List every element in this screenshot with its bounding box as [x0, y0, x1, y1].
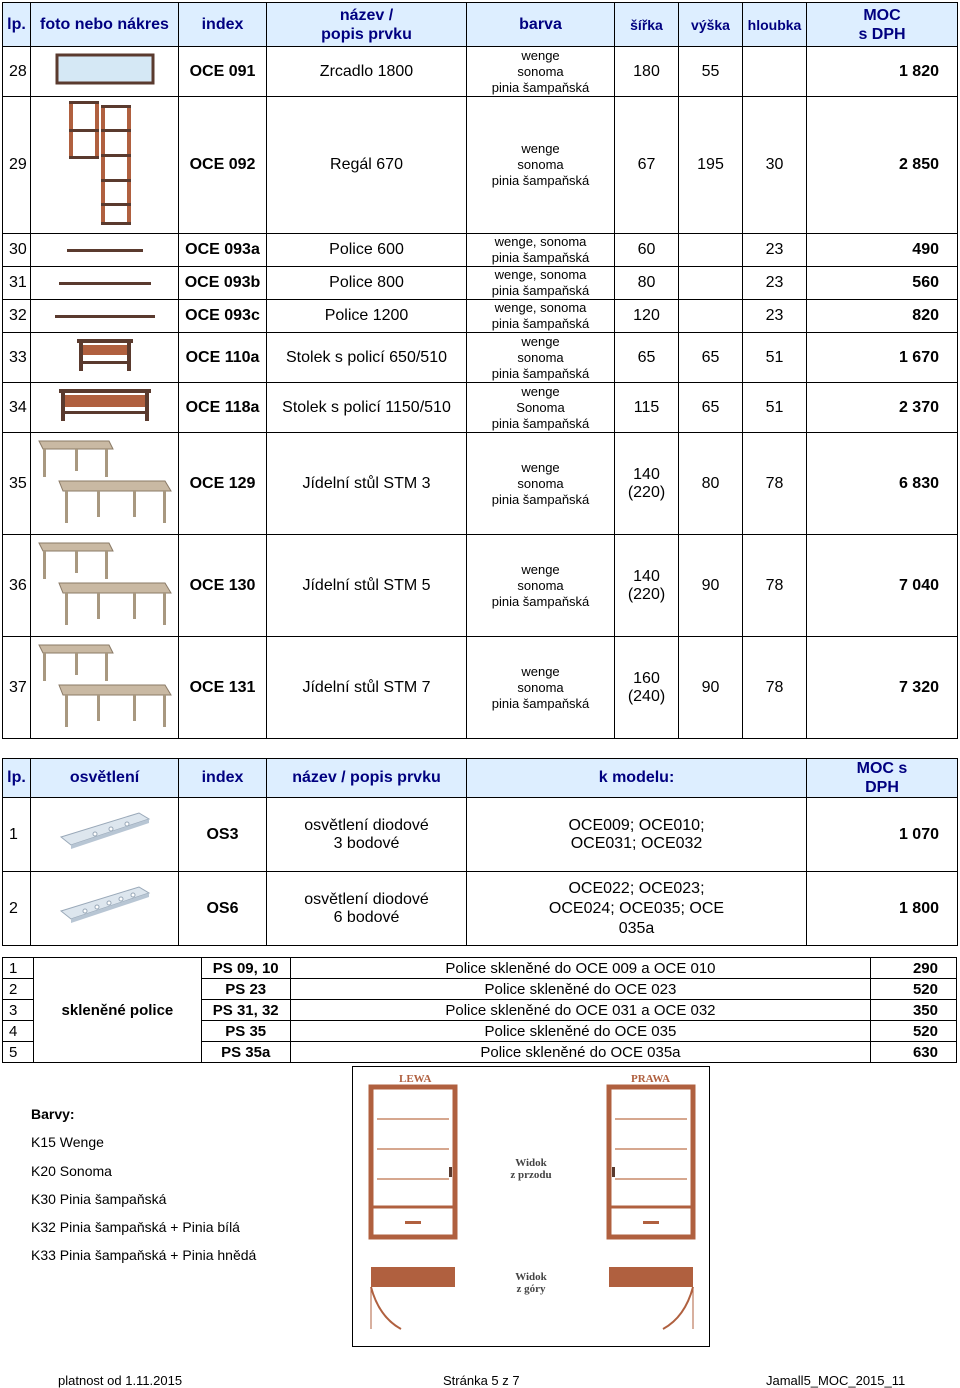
dining-table-image — [31, 433, 179, 535]
col-model: k modelu: — [467, 759, 807, 798]
row-lp: 5 — [3, 1042, 34, 1063]
row-price: 820 — [807, 300, 958, 333]
table-header — [3, 759, 958, 798]
row-name: Regál 670 — [267, 97, 467, 234]
table-row — [3, 300, 958, 333]
row-width: 115 — [615, 383, 679, 433]
row-color: wenge sonoma pinia šampaňská — [467, 47, 615, 97]
row-lp: 33 — [3, 333, 31, 383]
row-depth: 23 — [743, 267, 807, 300]
row-name: Police 1200 — [267, 300, 467, 333]
row-index: OCE 130 — [179, 535, 267, 637]
row-price: 1 800 — [807, 872, 958, 946]
footer-validity: platnost od 1.11.2015 — [58, 1373, 183, 1388]
row-lp: 2 — [3, 979, 34, 1000]
row-name: Stolek s policí 650/510 — [267, 333, 467, 383]
row-lp: 31 — [3, 267, 31, 300]
row-lp: 36 — [3, 535, 31, 637]
mirror-image — [31, 47, 179, 97]
led-light-image — [31, 798, 179, 872]
row-price: 560 — [807, 267, 958, 300]
glass-group-label: skleněné police — [34, 958, 201, 1063]
color-item: K30 Pinia šampaňská — [31, 1190, 167, 1207]
col-name: název / popis prvku — [267, 759, 467, 798]
table-row — [3, 333, 958, 383]
row-index: OCE 093b — [179, 267, 267, 300]
shelf-800-image — [31, 267, 179, 300]
row-lp: 1 — [3, 958, 34, 979]
color-list — [31, 1100, 256, 1270]
col-lighting: osvětlení — [31, 759, 179, 798]
row-model: OCE022; OCE023; OCE024; OCE035; OCE 035a — [467, 872, 807, 946]
row-name: Police 800 — [267, 267, 467, 300]
row-lp: 2 — [3, 872, 31, 946]
row-price: 2 370 — [807, 383, 958, 433]
row-lp: 37 — [3, 637, 31, 739]
row-name: osvětlení diodové 6 bodové — [267, 872, 467, 946]
table-row — [3, 97, 958, 234]
table-row — [3, 267, 958, 300]
row-lp: 29 — [3, 97, 31, 234]
dining-table-image — [31, 637, 179, 739]
row-index: OCE 118a — [179, 383, 267, 433]
shelf-rack-image — [31, 97, 179, 234]
col-photo: foto nebo nákres — [31, 3, 179, 47]
col-lp: lp. — [3, 759, 31, 798]
row-width: 140 (220) — [615, 433, 679, 535]
table-row — [3, 872, 958, 946]
row-width: 160 (240) — [615, 637, 679, 739]
row-model: OCE009; OCE010; OCE031; OCE032 — [467, 798, 807, 872]
row-color: wenge sonoma pinia šampaňská — [467, 637, 615, 739]
row-height: 55 — [679, 47, 743, 97]
color-item: K33 Pinia šampaňská + Pinia hnědá — [31, 1247, 257, 1264]
row-price: 520 — [871, 1021, 957, 1042]
row-depth: 78 — [743, 637, 807, 739]
color-item: K20 Sonoma — [31, 1162, 112, 1179]
row-lp: 1 — [3, 798, 31, 872]
row-width: 65 — [615, 333, 679, 383]
row-index: OCE 093a — [179, 234, 267, 267]
row-width: 80 — [615, 267, 679, 300]
row-lp: 3 — [3, 1000, 34, 1021]
colors-title: Barvy: — [31, 1106, 75, 1122]
coffee-table-small-image — [31, 333, 179, 383]
row-height — [679, 267, 743, 300]
row-price: 1 070 — [807, 798, 958, 872]
row-name: Police skleněné do OCE 023 — [290, 979, 870, 1000]
col-depth: hloubka — [743, 3, 807, 47]
row-price: 6 830 — [807, 433, 958, 535]
row-height — [679, 234, 743, 267]
row-name: Police skleněné do OCE 035a — [290, 1042, 870, 1063]
row-height: 65 — [679, 333, 743, 383]
row-index: OS3 — [179, 798, 267, 872]
row-index: OS6 — [179, 872, 267, 946]
table-row — [3, 433, 958, 535]
table-row — [3, 958, 957, 979]
table-header — [3, 3, 958, 47]
row-index: PS 09, 10 — [201, 958, 290, 979]
shelf-1200-image — [31, 300, 179, 333]
table-row — [3, 535, 958, 637]
row-index: OCE 110a — [179, 333, 267, 383]
row-height: 80 — [679, 433, 743, 535]
led-light-image — [31, 872, 179, 946]
row-color: wenge sonoma pinia šampaňská — [467, 333, 615, 383]
row-depth: 51 — [743, 333, 807, 383]
products-table — [2, 2, 958, 739]
col-index: index — [179, 3, 267, 47]
table-row — [3, 798, 958, 872]
row-price: 520 — [871, 979, 957, 1000]
col-color: barva — [467, 3, 615, 47]
dining-table-image — [31, 535, 179, 637]
table-row — [3, 383, 958, 433]
row-name: Jídelní stůl STM 5 — [267, 535, 467, 637]
row-width: 180 — [615, 47, 679, 97]
row-index: OCE 092 — [179, 97, 267, 234]
shelf-600-image — [31, 234, 179, 267]
row-width: 140 (220) — [615, 535, 679, 637]
row-name: Police skleněné do OCE 035 — [290, 1021, 870, 1042]
diagram-left-label: LEWA — [399, 1073, 432, 1085]
col-name: název / popis prvku — [267, 3, 467, 47]
row-price: 1 820 — [807, 47, 958, 97]
row-depth: 30 — [743, 97, 807, 234]
row-price: 7 040 — [807, 535, 958, 637]
row-name: Police skleněné do OCE 031 a OCE 032 — [290, 1000, 870, 1021]
row-index: PS 23 — [201, 979, 290, 1000]
row-height: 65 — [679, 383, 743, 433]
row-lp: 4 — [3, 1021, 34, 1042]
row-name: Police skleněné do OCE 009 a OCE 010 — [290, 958, 870, 979]
row-color: wenge, sonoma pinia šampaňská — [467, 300, 615, 333]
row-index: OCE 091 — [179, 47, 267, 97]
table-row — [3, 47, 958, 97]
lighting-table — [2, 758, 958, 946]
row-name: Police 600 — [267, 234, 467, 267]
row-height: 195 — [679, 97, 743, 234]
row-width: 120 — [615, 300, 679, 333]
row-price: 490 — [807, 234, 958, 267]
row-color: wenge, sonoma pinia šampaňská — [467, 234, 615, 267]
coffee-table-large-image — [31, 383, 179, 433]
row-price: 290 — [871, 958, 957, 979]
row-depth: 51 — [743, 383, 807, 433]
row-lp: 34 — [3, 383, 31, 433]
row-depth: 78 — [743, 535, 807, 637]
footer-page: Stránka 5 z 7 — [443, 1373, 520, 1388]
col-price: MOC s DPH — [807, 3, 958, 47]
col-lp: lp. — [3, 3, 31, 47]
row-width: 67 — [615, 97, 679, 234]
col-width: šířka — [615, 3, 679, 47]
row-depth: 23 — [743, 234, 807, 267]
row-depth: 23 — [743, 300, 807, 333]
row-name: Zrcadlo 1800 — [267, 47, 467, 97]
row-index: OCE 093c — [179, 300, 267, 333]
row-color: wenge Sonoma pinia šampaňská — [467, 383, 615, 433]
row-name: Jídelní stůl STM 7 — [267, 637, 467, 739]
row-index: PS 35a — [201, 1042, 290, 1063]
row-index: PS 31, 32 — [201, 1000, 290, 1021]
row-color: wenge sonoma pinia šampaňská — [467, 433, 615, 535]
cabinet-diagram — [352, 1066, 710, 1347]
row-index: OCE 129 — [179, 433, 267, 535]
color-item: K32 Pinia šampaňská + Pinia bílá — [31, 1219, 240, 1236]
col-price: MOC s DPH — [807, 759, 958, 798]
row-lp: 35 — [3, 433, 31, 535]
row-price: 1 670 — [807, 333, 958, 383]
row-color: wenge sonoma pinia šampaňská — [467, 97, 615, 234]
row-depth: 78 — [743, 433, 807, 535]
diagram-top-label: Widok z góry — [515, 1271, 547, 1295]
table-row — [3, 637, 958, 739]
row-color: wenge sonoma pinia šampaňská — [467, 535, 615, 637]
row-height: 90 — [679, 637, 743, 739]
glass-shelves-table — [2, 957, 957, 1063]
row-color: wenge, sonoma pinia šampaňská — [467, 267, 615, 300]
row-price: 630 — [871, 1042, 957, 1063]
row-name: Stolek s policí 1150/510 — [267, 383, 467, 433]
row-name: osvětlení diodové 3 bodové — [267, 798, 467, 872]
row-lp: 28 — [3, 47, 31, 97]
row-price: 350 — [871, 1000, 957, 1021]
row-price: 7 320 — [807, 637, 958, 739]
row-lp: 30 — [3, 234, 31, 267]
col-index: index — [179, 759, 267, 798]
row-lp: 32 — [3, 300, 31, 333]
row-height — [679, 300, 743, 333]
row-width: 60 — [615, 234, 679, 267]
row-price: 2 850 — [807, 97, 958, 234]
footer-code: Jamall5_MOC_2015_11 — [766, 1373, 906, 1388]
table-row — [3, 234, 958, 267]
row-depth — [743, 47, 807, 97]
row-name: Jídelní stůl STM 3 — [267, 433, 467, 535]
row-index: PS 35 — [201, 1021, 290, 1042]
diagram-right-label: PRAWA — [631, 1073, 671, 1085]
row-index: OCE 131 — [179, 637, 267, 739]
color-item: K15 Wenge — [31, 1134, 104, 1151]
diagram-front-label: Widok z przodu — [510, 1157, 552, 1181]
row-height: 90 — [679, 535, 743, 637]
col-height: výška — [679, 3, 743, 47]
